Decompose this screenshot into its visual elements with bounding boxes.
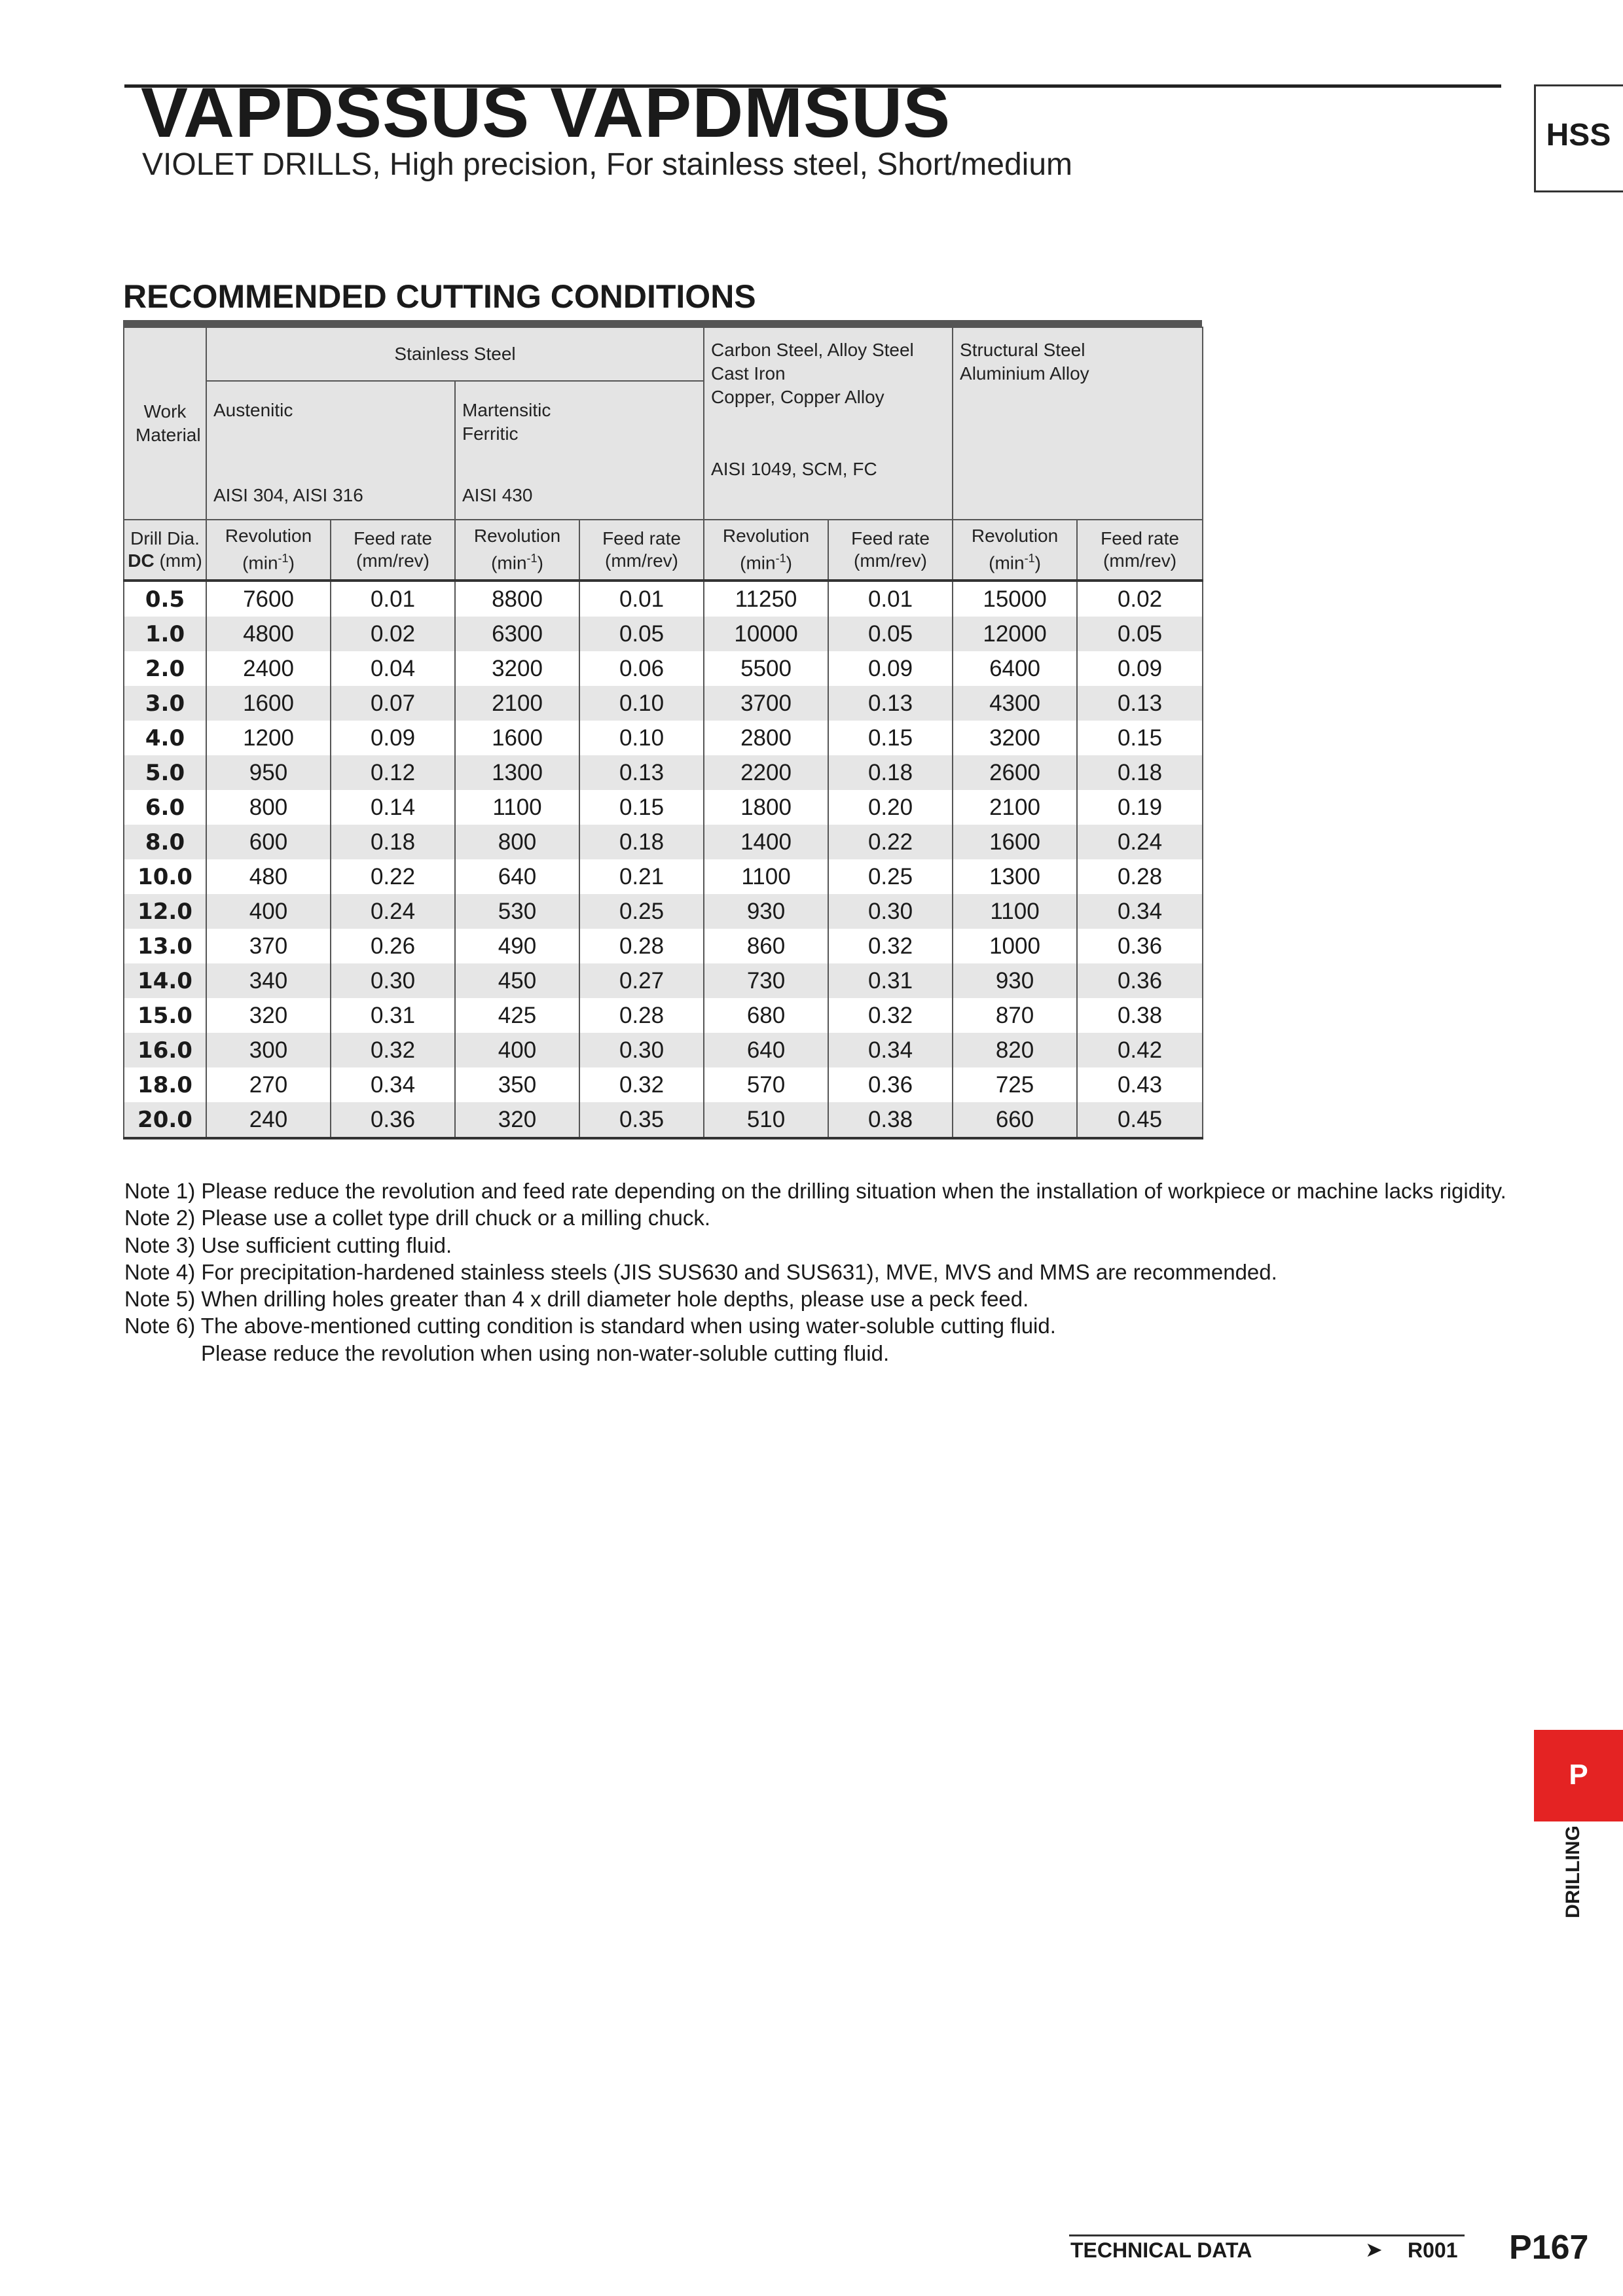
revolution-cell: 8800 xyxy=(455,581,579,617)
revolution-cell: 2400 xyxy=(206,651,331,686)
revolution-unit-close: ) xyxy=(288,552,295,573)
carbon-steel-header xyxy=(704,327,953,520)
feed-rate-cell: 0.30 xyxy=(579,1033,704,1067)
feed-rate-cell: 0.36 xyxy=(1077,963,1203,998)
feed-rate-cell: 0.09 xyxy=(828,651,953,686)
work-material-header xyxy=(124,327,206,520)
feed-rate-cell: 0.04 xyxy=(331,651,455,686)
feed-rate-cell: 0.15 xyxy=(828,721,953,755)
feed-rate-cell: 0.22 xyxy=(331,859,455,894)
table-row xyxy=(124,1033,1203,1067)
feed-rate-cell: 0.01 xyxy=(828,581,953,617)
revolution-cell: 725 xyxy=(953,1067,1077,1102)
drill-dia-cell: 12.0 xyxy=(124,894,206,929)
drill-dia-cell: 8.0 xyxy=(124,825,206,859)
work-material-label: Work Material xyxy=(136,401,201,445)
revolution-label: Revolution xyxy=(971,526,1059,547)
feed-rate-header xyxy=(331,520,455,581)
feed-rate-label: Feed rate xyxy=(354,528,432,548)
feed-rate-label: Feed rate xyxy=(851,528,930,548)
drill-dia-cell: 10.0 xyxy=(124,859,206,894)
revolution-cell: 4800 xyxy=(206,617,331,651)
feed-rate-label: Feed rate xyxy=(1101,528,1179,548)
revolution-cell: 400 xyxy=(206,894,331,929)
revolution-unit-exp: -1 xyxy=(278,552,289,565)
feed-rate-cell: 0.30 xyxy=(331,963,455,998)
feed-rate-cell: 0.34 xyxy=(331,1067,455,1102)
table-row xyxy=(124,825,1203,859)
table-row xyxy=(124,894,1203,929)
revolution-cell: 1600 xyxy=(206,686,331,721)
feed-rate-cell: 0.18 xyxy=(1077,755,1203,790)
revolution-cell: 12000 xyxy=(953,617,1077,651)
feed-rate-cell: 0.18 xyxy=(579,825,704,859)
feed-rate-cell: 0.28 xyxy=(579,929,704,963)
revolution-unit-open: (min xyxy=(242,552,278,573)
feed-rate-cell: 0.13 xyxy=(1077,686,1203,721)
feed-rate-cell: 0.15 xyxy=(579,790,704,825)
table-row xyxy=(124,1102,1203,1138)
revolution-cell: 240 xyxy=(206,1102,331,1138)
feed-rate-cell: 0.24 xyxy=(1077,825,1203,859)
feed-rate-cell: 0.32 xyxy=(828,929,953,963)
revolution-cell: 800 xyxy=(455,825,579,859)
revolution-cell: 3200 xyxy=(455,651,579,686)
drill-dia-cell: 16.0 xyxy=(124,1033,206,1067)
revolution-cell: 570 xyxy=(704,1067,828,1102)
drill-dia-cell: 0.5 xyxy=(124,581,206,617)
feed-rate-cell: 0.30 xyxy=(828,894,953,929)
revolution-cell: 640 xyxy=(455,859,579,894)
revolution-cell: 2100 xyxy=(953,790,1077,825)
feed-rate-header xyxy=(828,520,953,581)
revolution-cell: 1100 xyxy=(455,790,579,825)
revolution-cell: 6400 xyxy=(953,651,1077,686)
note-3: Note 3) Use sufficient cutting fluid. xyxy=(124,1232,452,1257)
revolution-cell: 1000 xyxy=(953,929,1077,963)
table-row xyxy=(124,963,1203,998)
section-title: RECOMMENDED CUTTING CONDITIONS xyxy=(123,278,756,315)
revolution-cell: 1800 xyxy=(704,790,828,825)
revolution-cell: 800 xyxy=(206,790,331,825)
note-2: Note 2) Please use a collet type drill chuck or a milling chuck. xyxy=(124,1206,711,1230)
revolution-unit-close: ) xyxy=(537,552,543,573)
revolution-header xyxy=(704,520,828,581)
revolution-cell: 7600 xyxy=(206,581,331,617)
feed-rate-unit: (mm/rev) xyxy=(605,550,678,571)
revolution-cell: 1100 xyxy=(704,859,828,894)
hss-badge-label: HSS xyxy=(1546,118,1611,152)
table-row xyxy=(124,790,1203,825)
table-row xyxy=(124,1067,1203,1102)
martensitic-header xyxy=(455,381,704,520)
drill-dia-cell: 4.0 xyxy=(124,721,206,755)
table-row xyxy=(124,859,1203,894)
feed-rate-header xyxy=(1077,520,1203,581)
feed-rate-header xyxy=(579,520,704,581)
feed-rate-cell: 0.20 xyxy=(828,790,953,825)
revolution-cell: 510 xyxy=(704,1102,828,1138)
revolution-cell: 5500 xyxy=(704,651,828,686)
footer-ref-link[interactable]: R001 xyxy=(1408,2238,1458,2262)
revolution-cell: 15000 xyxy=(953,581,1077,617)
revolution-cell: 600 xyxy=(206,825,331,859)
cutting-conditions-table xyxy=(123,327,1202,1139)
group-name: Carbon Steel, Alloy Steel Cast Iron Copper, Copper Alloy xyxy=(711,340,914,407)
group-grade: AISI 304, AISI 316 xyxy=(213,485,363,505)
revolution-cell: 950 xyxy=(206,755,331,790)
feed-rate-cell: 0.21 xyxy=(579,859,704,894)
footer-label: TECHNICAL DATA xyxy=(1070,2238,1252,2262)
table-row xyxy=(124,617,1203,651)
footer-rule xyxy=(1069,2234,1465,2236)
revolution-cell: 11250 xyxy=(704,581,828,617)
arrow-icon: ➤ xyxy=(1365,2238,1383,2261)
revolution-cell: 340 xyxy=(206,963,331,998)
drill-dia-cell: 14.0 xyxy=(124,963,206,998)
notes xyxy=(124,1177,1532,1367)
feed-rate-cell: 0.10 xyxy=(579,686,704,721)
feed-rate-cell: 0.01 xyxy=(331,581,455,617)
feed-rate-cell: 0.45 xyxy=(1077,1102,1203,1138)
feed-rate-cell: 0.13 xyxy=(579,755,704,790)
group-grade: AISI 1049, SCM, FC xyxy=(711,459,877,479)
note-6: Note 6) The above-mentioned cutting condition is standard when using water-soluble cutting fluid. xyxy=(124,1314,1056,1338)
revolution-cell: 930 xyxy=(953,963,1077,998)
revolution-cell: 450 xyxy=(455,963,579,998)
revolution-cell: 820 xyxy=(953,1033,1077,1067)
feed-rate-label: Feed rate xyxy=(602,528,681,548)
drill-dia-unit-code: DC xyxy=(128,550,155,571)
feed-rate-cell: 0.25 xyxy=(828,859,953,894)
drill-dia-cell: 3.0 xyxy=(124,686,206,721)
revolution-unit-open: (min xyxy=(740,552,776,573)
feed-rate-cell: 0.34 xyxy=(828,1033,953,1067)
feed-rate-unit: (mm/rev) xyxy=(356,550,429,571)
drill-dia-cell: 18.0 xyxy=(124,1067,206,1102)
drill-dia-cell: 5.0 xyxy=(124,755,206,790)
table-row xyxy=(124,929,1203,963)
feed-rate-cell: 0.31 xyxy=(828,963,953,998)
drill-dia-cell: 15.0 xyxy=(124,998,206,1033)
revolution-unit-open: (min xyxy=(989,552,1025,573)
table-row xyxy=(124,998,1203,1033)
note-5: Note 5) When drilling holes greater than 4 x drill diameter hole depths, please use a peck feed. xyxy=(124,1287,1029,1312)
drill-dia-cell: 13.0 xyxy=(124,929,206,963)
revolution-cell: 1600 xyxy=(953,825,1077,859)
revolution-unit-close: ) xyxy=(786,552,792,573)
feed-rate-cell: 0.13 xyxy=(828,686,953,721)
drill-dia-cell: 6.0 xyxy=(124,790,206,825)
revolution-cell: 1300 xyxy=(455,755,579,790)
drill-dia-cell: 20.0 xyxy=(124,1102,206,1138)
revolution-unit-exp: -1 xyxy=(775,552,786,565)
section-tab-letter: P xyxy=(1569,1759,1588,1791)
revolution-header xyxy=(206,520,331,581)
feed-rate-cell: 0.32 xyxy=(331,1033,455,1067)
revolution-cell: 10000 xyxy=(704,617,828,651)
drill-dia-cell: 2.0 xyxy=(124,651,206,686)
feed-rate-cell: 0.38 xyxy=(1077,998,1203,1033)
feed-rate-cell: 0.15 xyxy=(1077,721,1203,755)
feed-rate-cell: 0.26 xyxy=(331,929,455,963)
revolution-cell: 480 xyxy=(206,859,331,894)
revolution-cell: 350 xyxy=(455,1067,579,1102)
revolution-cell: 1300 xyxy=(953,859,1077,894)
feed-rate-cell: 0.18 xyxy=(828,755,953,790)
feed-rate-cell: 0.36 xyxy=(331,1102,455,1138)
drill-dia-unit: (mm) xyxy=(154,550,202,571)
feed-rate-cell: 0.36 xyxy=(828,1067,953,1102)
group-name: Martensitic Ferritic xyxy=(462,400,551,444)
feed-rate-cell: 0.35 xyxy=(579,1102,704,1138)
feed-rate-cell: 0.31 xyxy=(331,998,455,1033)
drill-dia-header xyxy=(124,520,206,581)
feed-rate-unit: (mm/rev) xyxy=(854,550,928,571)
revolution-cell: 300 xyxy=(206,1033,331,1067)
revolution-cell: 1200 xyxy=(206,721,331,755)
revolution-cell: 1100 xyxy=(953,894,1077,929)
revolution-unit-close: ) xyxy=(1034,552,1041,573)
stainless-steel-header: Stainless Steel xyxy=(206,327,704,381)
feed-rate-cell: 0.14 xyxy=(331,790,455,825)
revolution-cell: 660 xyxy=(953,1102,1077,1138)
feed-rate-cell: 0.07 xyxy=(331,686,455,721)
revolution-cell: 1400 xyxy=(704,825,828,859)
feed-rate-cell: 0.18 xyxy=(331,825,455,859)
revolution-cell: 490 xyxy=(455,929,579,963)
feed-rate-cell: 0.25 xyxy=(579,894,704,929)
feed-rate-cell: 0.32 xyxy=(579,1067,704,1102)
section-tab-name: DRILLING xyxy=(1562,1825,1584,1918)
revolution-cell: 370 xyxy=(206,929,331,963)
revolution-cell: 3200 xyxy=(953,721,1077,755)
feed-rate-cell: 0.12 xyxy=(331,755,455,790)
revolution-cell: 860 xyxy=(704,929,828,963)
page-number: P167 xyxy=(1509,2229,1589,2267)
feed-rate-cell: 0.05 xyxy=(1077,617,1203,651)
revolution-header xyxy=(455,520,579,581)
feed-rate-cell: 0.19 xyxy=(1077,790,1203,825)
section-rule xyxy=(123,320,1202,327)
feed-rate-cell: 0.02 xyxy=(331,617,455,651)
note-6-continuation: Please reduce the revolution when using non-water-soluble cutting fluid. xyxy=(201,1340,890,1365)
note-1: Note 1) Please reduce the revolution and feed rate depending on the drilling situation when the installation of workpiece or machine lacks rigidity. xyxy=(124,1179,1506,1203)
feed-rate-unit: (mm/rev) xyxy=(1103,550,1177,571)
group-name: Austenitic xyxy=(213,400,293,420)
table-row xyxy=(124,755,1203,790)
note-4: Note 4) For precipitation-hardened stainless steels (JIS SUS630 and SUS631), MVE, MVS and MMS are recommended. xyxy=(124,1259,1277,1284)
revolution-cell: 930 xyxy=(704,894,828,929)
revolution-cell: 1600 xyxy=(455,721,579,755)
revolution-unit-exp: -1 xyxy=(1024,552,1035,565)
structural-steel-header xyxy=(953,327,1203,520)
revolution-cell: 730 xyxy=(704,963,828,998)
revolution-cell: 2200 xyxy=(704,755,828,790)
table-row xyxy=(124,721,1203,755)
table-row xyxy=(124,651,1203,686)
revolution-label: Revolution xyxy=(722,526,810,547)
revolution-header xyxy=(953,520,1077,581)
austenitic-header xyxy=(206,381,455,520)
revolution-cell: 530 xyxy=(455,894,579,929)
feed-rate-cell: 0.43 xyxy=(1077,1067,1203,1102)
group-name: Structural Steel Aluminium Alloy xyxy=(960,340,1089,384)
table-row xyxy=(124,581,1203,617)
revolution-cell: 2100 xyxy=(455,686,579,721)
revolution-cell: 4300 xyxy=(953,686,1077,721)
feed-rate-cell: 0.05 xyxy=(579,617,704,651)
revolution-unit-exp: -1 xyxy=(526,552,538,565)
page-subtitle: VIOLET DRILLS, High precision, For stainless steel, Short/medium xyxy=(142,147,1073,182)
revolution-cell: 400 xyxy=(455,1033,579,1067)
feed-rate-cell: 0.09 xyxy=(331,721,455,755)
feed-rate-cell: 0.22 xyxy=(828,825,953,859)
table-body xyxy=(124,581,1203,1138)
feed-rate-cell: 0.10 xyxy=(579,721,704,755)
feed-rate-cell: 0.24 xyxy=(331,894,455,929)
feed-rate-cell: 0.36 xyxy=(1077,929,1203,963)
revolution-label: Revolution xyxy=(225,526,312,547)
feed-rate-cell: 0.06 xyxy=(579,651,704,686)
revolution-cell: 640 xyxy=(704,1033,828,1067)
feed-rate-cell: 0.02 xyxy=(1077,581,1203,617)
revolution-cell: 2800 xyxy=(704,721,828,755)
revolution-cell: 2600 xyxy=(953,755,1077,790)
revolution-cell: 425 xyxy=(455,998,579,1033)
revolution-cell: 870 xyxy=(953,998,1077,1033)
revolution-unit-open: (min xyxy=(491,552,527,573)
feed-rate-cell: 0.38 xyxy=(828,1102,953,1138)
feed-rate-cell: 0.28 xyxy=(1077,859,1203,894)
feed-rate-cell: 0.09 xyxy=(1077,651,1203,686)
feed-rate-cell: 0.32 xyxy=(828,998,953,1033)
revolution-cell: 320 xyxy=(455,1102,579,1138)
group-grade: AISI 430 xyxy=(462,485,533,505)
drill-dia-cell: 1.0 xyxy=(124,617,206,651)
revolution-cell: 680 xyxy=(704,998,828,1033)
revolution-label: Revolution xyxy=(473,526,561,547)
drill-dia-label: Drill Dia. xyxy=(130,528,200,548)
feed-rate-cell: 0.34 xyxy=(1077,894,1203,929)
revolution-cell: 3700 xyxy=(704,686,828,721)
revolution-cell: 320 xyxy=(206,998,331,1033)
revolution-cell: 270 xyxy=(206,1067,331,1102)
feed-rate-cell: 0.28 xyxy=(579,998,704,1033)
feed-rate-cell: 0.01 xyxy=(579,581,704,617)
table-row xyxy=(124,686,1203,721)
feed-rate-cell: 0.27 xyxy=(579,963,704,998)
revolution-cell: 6300 xyxy=(455,617,579,651)
feed-rate-cell: 0.42 xyxy=(1077,1033,1203,1067)
feed-rate-cell: 0.05 xyxy=(828,617,953,651)
page-title: VAPDSSUS VAPDMSUS xyxy=(141,73,951,152)
